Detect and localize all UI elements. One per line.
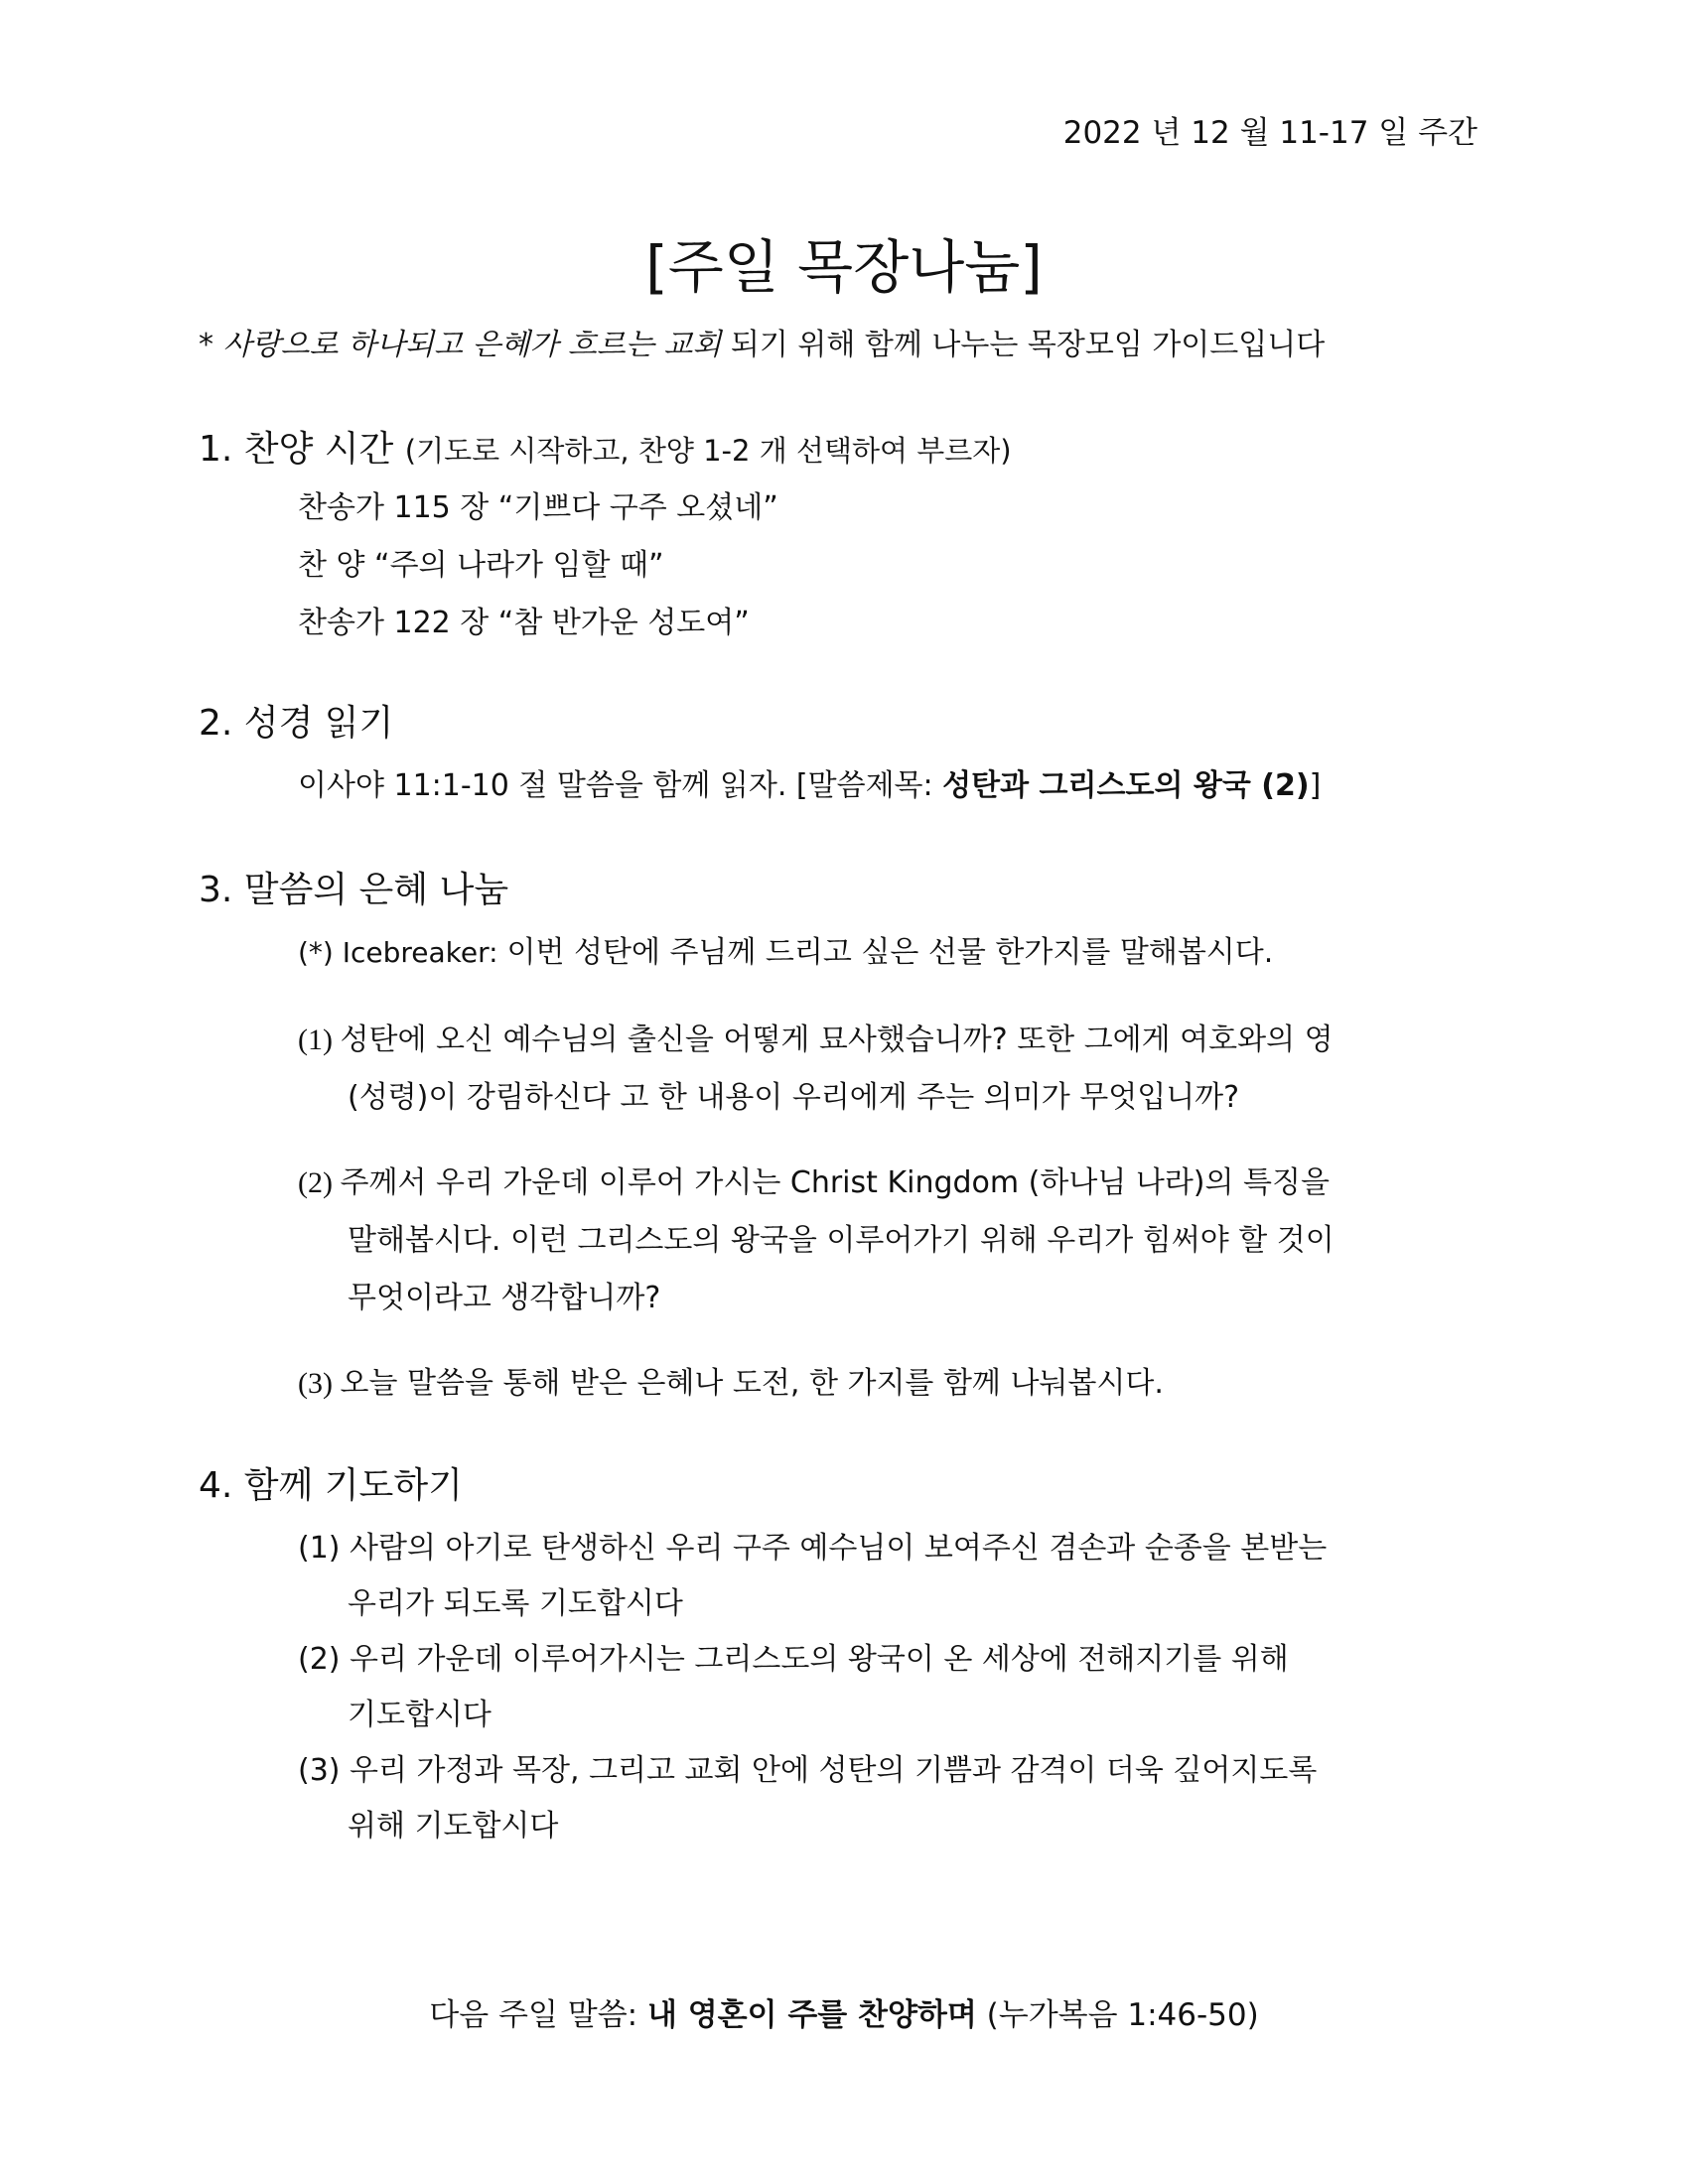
next-sermon-title: 내 영혼이 주를 찬양하며 xyxy=(646,1997,977,2033)
next-sermon xyxy=(0,1989,1688,2034)
section-1-title: 1. 찬양 시간 xyxy=(199,429,394,470)
song-3: 찬송가 122 장 “참 반가운 성도여” xyxy=(298,606,750,640)
question-2-line-3: 무엇이라고 생각합니까? xyxy=(348,1281,661,1315)
intro-star: * xyxy=(199,328,223,362)
question-2-number: (2) xyxy=(298,1166,341,1199)
prayer-3-line-1: 우리 가정과 목장, 그리고 교회 안에 성탄의 기쁨과 감격이 더욱 깊어지도록 xyxy=(350,1753,1318,1788)
prayer-3-line-2: 위해 기도합시다 xyxy=(348,1809,559,1843)
intro-italic: 사랑으로 하나되고 은혜가 흐르는 교회 xyxy=(222,328,722,362)
prayer-2-line-2: 기도합시다 xyxy=(348,1698,492,1732)
question-2-line-2: 말해봅시다. 이런 그리스도의 왕국을 이루어가기 위해 우리가 힘써야 할 것이 xyxy=(348,1223,1335,1258)
next-sermon-prefix: 다음 주일 말씀: xyxy=(429,1997,647,2033)
scripture-reading xyxy=(298,760,1321,804)
question-2-line-1: 주께서 우리 가운데 이루어 가시는 Christ Kingdom (하나님 나라)의 특징을 xyxy=(340,1165,1330,1200)
prayer-2-line-1: 우리 가운데 이루어가시는 그리스도의 왕국이 온 세상에 전해지기를 위해 xyxy=(350,1642,1289,1677)
section-3-heading: 3. 말씀의 은혜 나눔 xyxy=(199,870,509,910)
prayer-1-line-1: 사람의 아기로 탄생하신 우리 구주 예수님이 보여주신 겸손과 순종을 본받는 xyxy=(350,1531,1328,1566)
icebreaker-label: (*) Icebreaker: xyxy=(298,936,507,969)
prayer-2-number: (2) xyxy=(298,1642,351,1677)
icebreaker xyxy=(298,927,1273,971)
question-1-line-1: 성탄에 오신 예수님의 출신을 어떻게 묘사했습니까? 또한 그에게 여호와의 영 xyxy=(340,1023,1334,1057)
page-title: [주일 목장나눔] xyxy=(645,233,1043,301)
question-1 xyxy=(298,1015,1334,1058)
section-1-heading xyxy=(199,421,1012,472)
question-3-number: (3) xyxy=(298,1367,341,1400)
song-2: 찬 양 “주의 나라가 임할 때” xyxy=(298,548,664,583)
intro-line xyxy=(199,320,1325,363)
question-3 xyxy=(298,1358,1164,1402)
intro-rest: 되기 위해 함께 나누는 목장모임 가이드입니다 xyxy=(721,328,1326,362)
prayer-1-line-2: 우리가 되도록 기도합시다 xyxy=(348,1586,683,1621)
section-2-heading: 2. 성경 읽기 xyxy=(199,703,394,744)
section-1-note: (기도로 시작하고, 찬양 1-2 개 선택하여 부르자) xyxy=(404,434,1012,468)
sermon-title: 성탄과 그리스도의 왕국 (2) xyxy=(942,768,1310,803)
question-1-line-2: (성령)이 강림하신다 고 한 내용이 우리에게 주는 의미가 무엇입니까? xyxy=(348,1080,1240,1115)
question-3-line-1: 오늘 말씀을 통해 받은 은혜나 도전, 한 가지를 함께 나눠봅시다. xyxy=(340,1366,1164,1401)
question-1-number: (1) xyxy=(298,1024,341,1056)
prayer-1-number: (1) xyxy=(298,1531,351,1566)
prayer-3 xyxy=(298,1745,1317,1789)
prayer-3-number: (3) xyxy=(298,1753,351,1788)
prayer-1 xyxy=(298,1523,1327,1567)
song-1: 찬송가 115 장 “기쁘다 구주 오셨네” xyxy=(298,490,778,525)
reading-close: ] xyxy=(1309,768,1322,803)
prayer-2 xyxy=(298,1634,1289,1678)
icebreaker-text: 이번 성탄에 주님께 드리고 싶은 선물 한가지를 말해봅시다. xyxy=(506,935,1274,970)
section-4-heading: 4. 함께 기도하기 xyxy=(199,1465,463,1506)
reading-text: 이사야 11:1-10 절 말씀을 함께 읽자. [말씀제목: xyxy=(298,768,943,803)
week-date: 2022 년 12 월 11-17 일 주간 xyxy=(1062,115,1477,151)
question-2 xyxy=(298,1158,1330,1201)
next-sermon-reference: (누가복음 1:46-50) xyxy=(976,1997,1259,2033)
